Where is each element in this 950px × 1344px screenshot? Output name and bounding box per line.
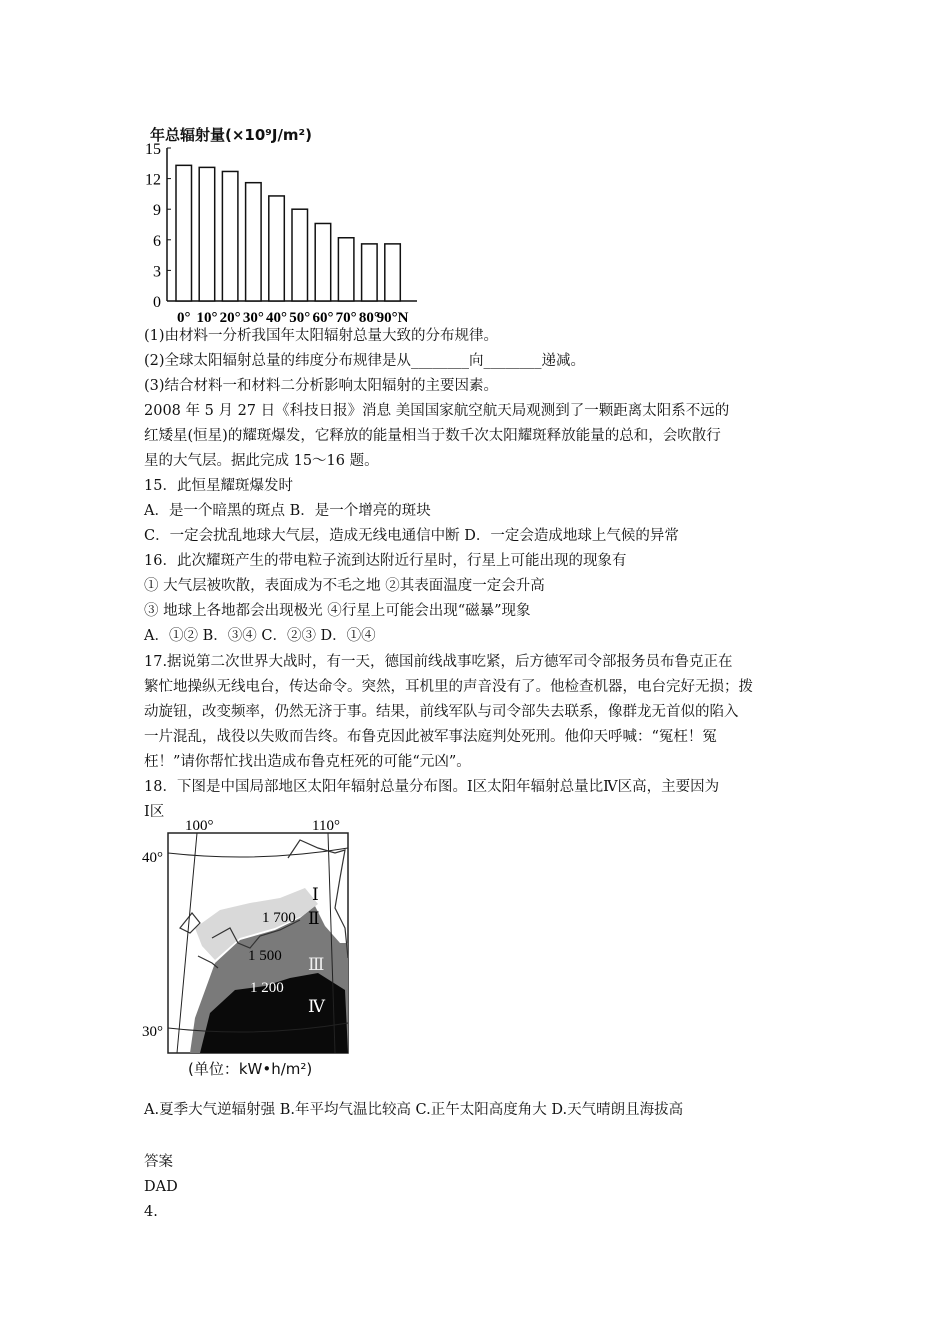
q17-line: 枉！”请你帮忙找出造成布鲁克枉死的可能“元凶”。 (144, 754, 471, 770)
q15-options-cd: C．一定会扰乱地球大气层，造成无线电通信中断 D．一定会造成地球上气候的异常 (144, 528, 679, 544)
x-tick-label: 0° (177, 310, 191, 326)
q17-line: 一片混乱，战役以失败而告终。布鲁克因此被军事法庭判处死刑。他仰天呼喊：“冤枉！冤 (144, 729, 717, 745)
q16-choices: A．①② B．③④ C．②③ D．①④ (144, 628, 376, 644)
y-tick-label: 6 (153, 232, 161, 250)
bar (176, 165, 192, 301)
answer-value: DAD (144, 1179, 178, 1195)
x-tick-label: 70° (335, 310, 357, 326)
q16-items-34: ③ 地球上各地都会出现极光 ④行星上可能会出现“磁暴”现象 (144, 603, 531, 619)
q16-items-12: ① 大气层被吹散，表面成为不毛之地 ②其表面温度一定会升高 (144, 578, 545, 594)
region-label-i: Ⅰ (312, 885, 319, 904)
bar (222, 171, 238, 301)
x-tick-label: 50° (289, 310, 311, 326)
y-tick-label: 0 (153, 294, 161, 311)
lon-label-100: 100° (185, 818, 214, 834)
lat-label-30: 30° (142, 1024, 163, 1040)
x-tick-label: 30° (242, 310, 264, 326)
answer-label: 答案 (144, 1154, 173, 1170)
passage-line: 2008 年 5 月 27 日《科技日报》消息 美国国家航空航天局观测到了一颗距离太阳系不远的 (144, 403, 730, 419)
x-tick-label: 10° (196, 310, 218, 326)
lat-label-40: 40° (142, 850, 163, 866)
bar (246, 183, 262, 301)
y-tick-label: 9 (153, 202, 161, 220)
x-tick-label: 80° (358, 310, 380, 326)
bar (338, 238, 354, 301)
chart-title: 年总辐射量(×10⁹J/m²) (150, 126, 312, 144)
region-label-ii: Ⅱ (308, 909, 320, 928)
y-tick-label: 3 (153, 263, 161, 281)
radiation-bar-chart (140, 140, 420, 330)
q15-options-ab: A．是一个暗黑的斑点 B．是一个增亮的斑块 (144, 503, 431, 519)
question-2: (2)全球太阳辐射总量的纬度分布规律是从________向________递减。 (144, 353, 586, 369)
x-tick-label: 20° (219, 310, 241, 326)
bar (362, 244, 378, 301)
bar (315, 223, 331, 301)
isoline-1200: 1 200 (250, 980, 284, 996)
isoline-1500: 1 500 (248, 948, 282, 964)
chart-bars (176, 165, 400, 301)
question-1: (1)由材料一分析我国年太阳辐射总量大致的分布规律。 (144, 328, 499, 344)
q17-line: 动旋钮，改变频率，仍然无济于事。结果，前线军队与司令部失去联系，像群龙无首似的陷入 (144, 704, 739, 720)
next-question-number: 4. (144, 1204, 158, 1220)
bar (292, 209, 308, 301)
bar (385, 244, 401, 301)
lon-label-110: 110° (312, 818, 340, 834)
bar (199, 167, 215, 301)
radiation-map (140, 818, 370, 1058)
y-tick-label: 12 (145, 171, 161, 189)
isoline-1700: 1 700 (262, 910, 296, 926)
q17-line: 17.据说第二次世界大战时，有一天，德国前线战事吃紧，后方德军司令部报务员布鲁克正在 (144, 654, 733, 670)
x-tick-label: 40° (266, 310, 288, 326)
region-label-iii: Ⅲ (308, 955, 325, 974)
q18-stem-cont: Ⅰ区 (144, 804, 165, 820)
passage-line: 红矮星(恒星)的耀斑爆发，它释放的能量相当于数千次太阳耀斑释放能量的总和，会吹散行 (144, 428, 721, 444)
q18-choices: A.夏季大气逆辐射强 B.年平均气温比较高 C.正午太阳高度角大 D.天气晴朗且海拔高 (144, 1102, 684, 1118)
x-tick-label: 90°N (376, 310, 409, 326)
region-label-iv: Ⅳ (308, 997, 325, 1016)
q17-line: 繁忙地操纵无线电台，传达命令。突然，耳机里的声音没有了。他检查机器，电台完好无损；拨 (144, 679, 753, 695)
q18-stem: 18．下图是中国局部地区太阳年辐射总量分布图。Ⅰ区太阳年辐射总量比Ⅳ区高，主要因为 (144, 779, 720, 795)
x-tick-label: 60° (312, 310, 334, 326)
passage-line: 星的大气层。据此完成 15～16 题。 (144, 453, 379, 469)
y-tick-label: 15 (145, 141, 161, 158)
map-unit: (单位：kW•h/m²) (188, 1060, 313, 1078)
q15-stem: 15．此恒星耀斑爆发时 (144, 478, 293, 494)
question-3: (3)结合材料一和材料二分析影响太阳辐射的主要因素。 (144, 378, 499, 394)
bar (269, 196, 285, 301)
q16-stem: 16．此次耀斑产生的带电粒子流到达附近行星时，行星上可能出现的现象有 (144, 553, 627, 569)
